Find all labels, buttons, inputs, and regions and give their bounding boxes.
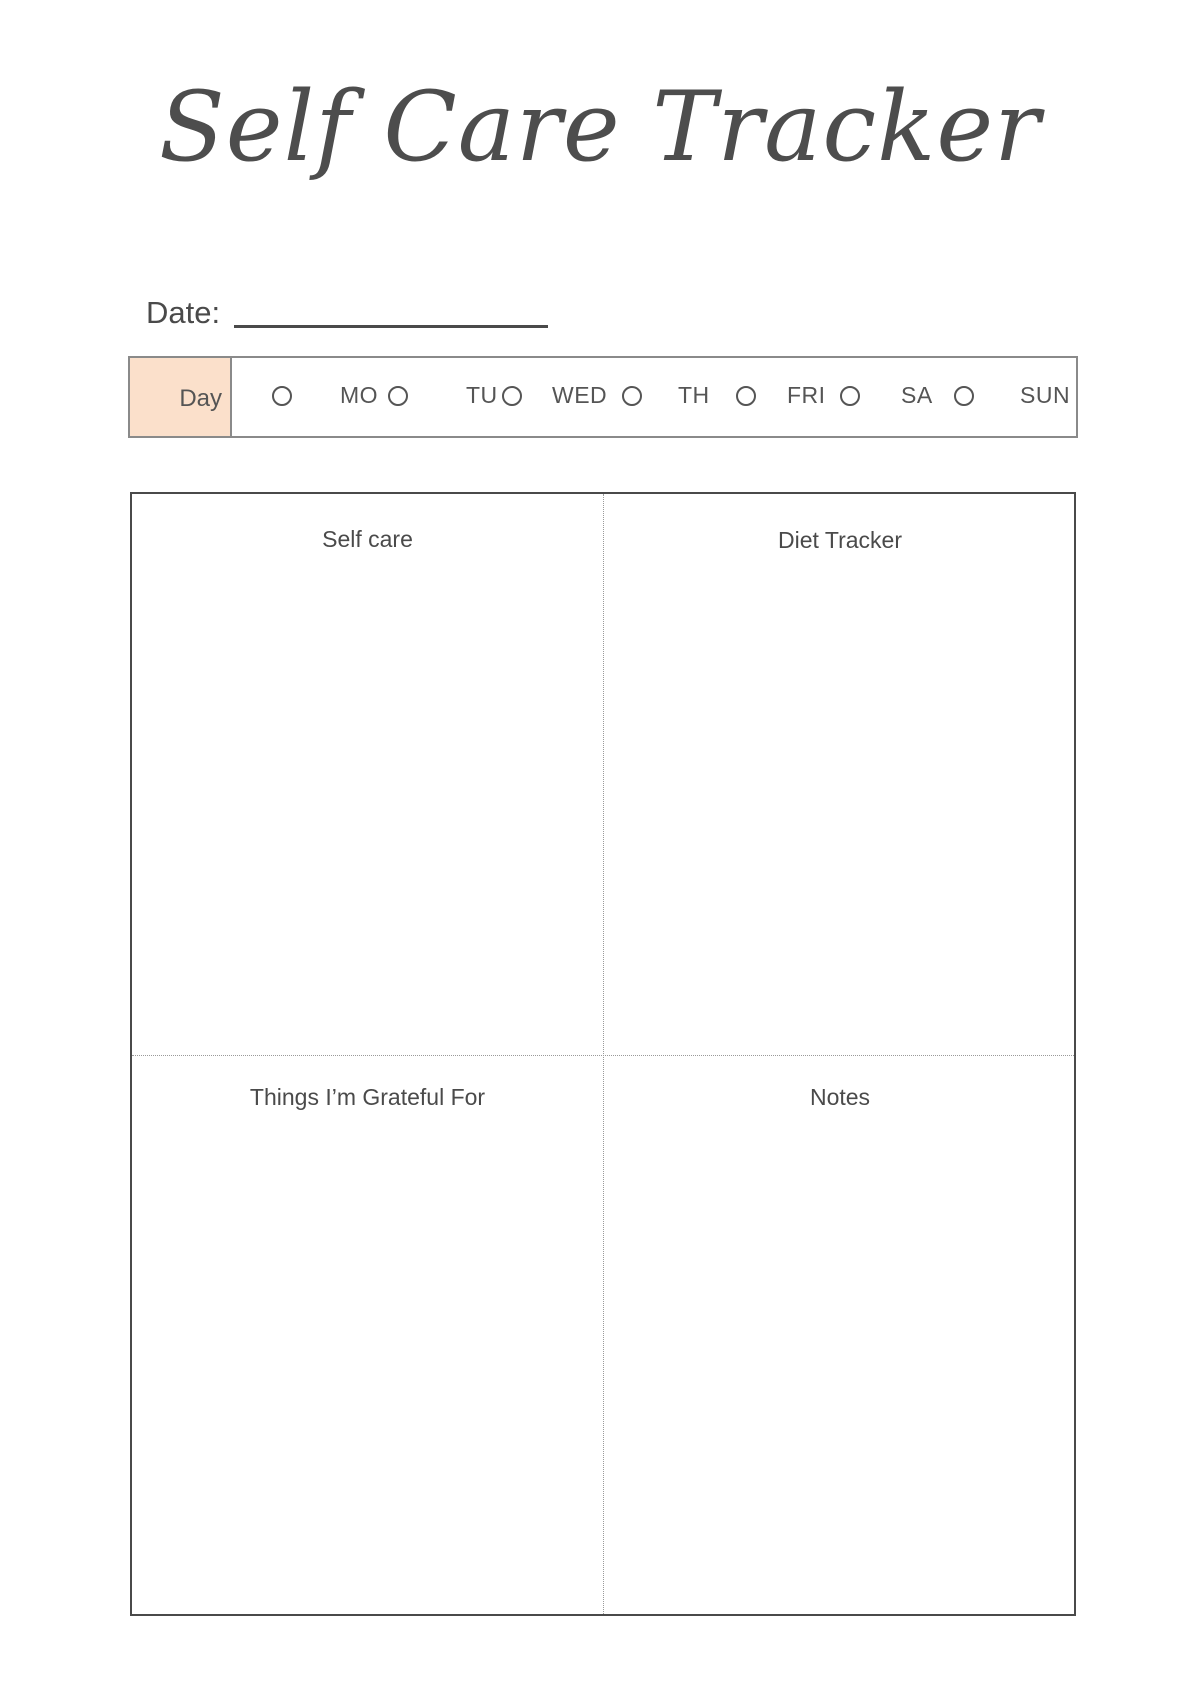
tracker-grid (130, 492, 1076, 1616)
date-label: Date: (146, 295, 221, 330)
day-radio-tu[interactable] (388, 386, 408, 406)
day-radio-fri[interactable] (736, 386, 756, 406)
day-radio-th[interactable] (622, 386, 642, 406)
day-radio-mo[interactable] (272, 386, 292, 406)
grateful-section[interactable] (132, 1056, 603, 1614)
day-header-label: Day (179, 385, 222, 412)
day-selector (128, 356, 1078, 438)
day-label-mo: MO (340, 382, 379, 408)
day-label-fri: FRI (787, 382, 826, 408)
day-label-sa: SA (901, 382, 933, 408)
day-options (232, 358, 1076, 436)
notes-section[interactable] (604, 1056, 1076, 1614)
day-radio-sun[interactable] (954, 386, 974, 406)
self-care-title: Self care (322, 526, 413, 552)
day-label-wed: WED (552, 382, 608, 408)
day-header-cell (130, 358, 232, 436)
diet-tracker-title: Diet Tracker (778, 527, 902, 553)
date-row (146, 282, 548, 328)
day-label-th: TH (678, 382, 710, 408)
grateful-title: Things I’m Grateful For (249, 1084, 486, 1110)
notes-title: Notes (809, 1084, 871, 1110)
diet-tracker-section[interactable] (604, 494, 1076, 1055)
day-label-tu: TU (466, 382, 498, 408)
day-label-sun: SUN (1020, 382, 1071, 408)
self-care-section[interactable] (132, 494, 603, 1055)
day-radio-wed[interactable] (502, 386, 522, 406)
page-title: Self Care Tracker (158, 71, 1042, 183)
date-field[interactable] (234, 325, 548, 328)
day-radio-sa[interactable] (840, 386, 860, 406)
